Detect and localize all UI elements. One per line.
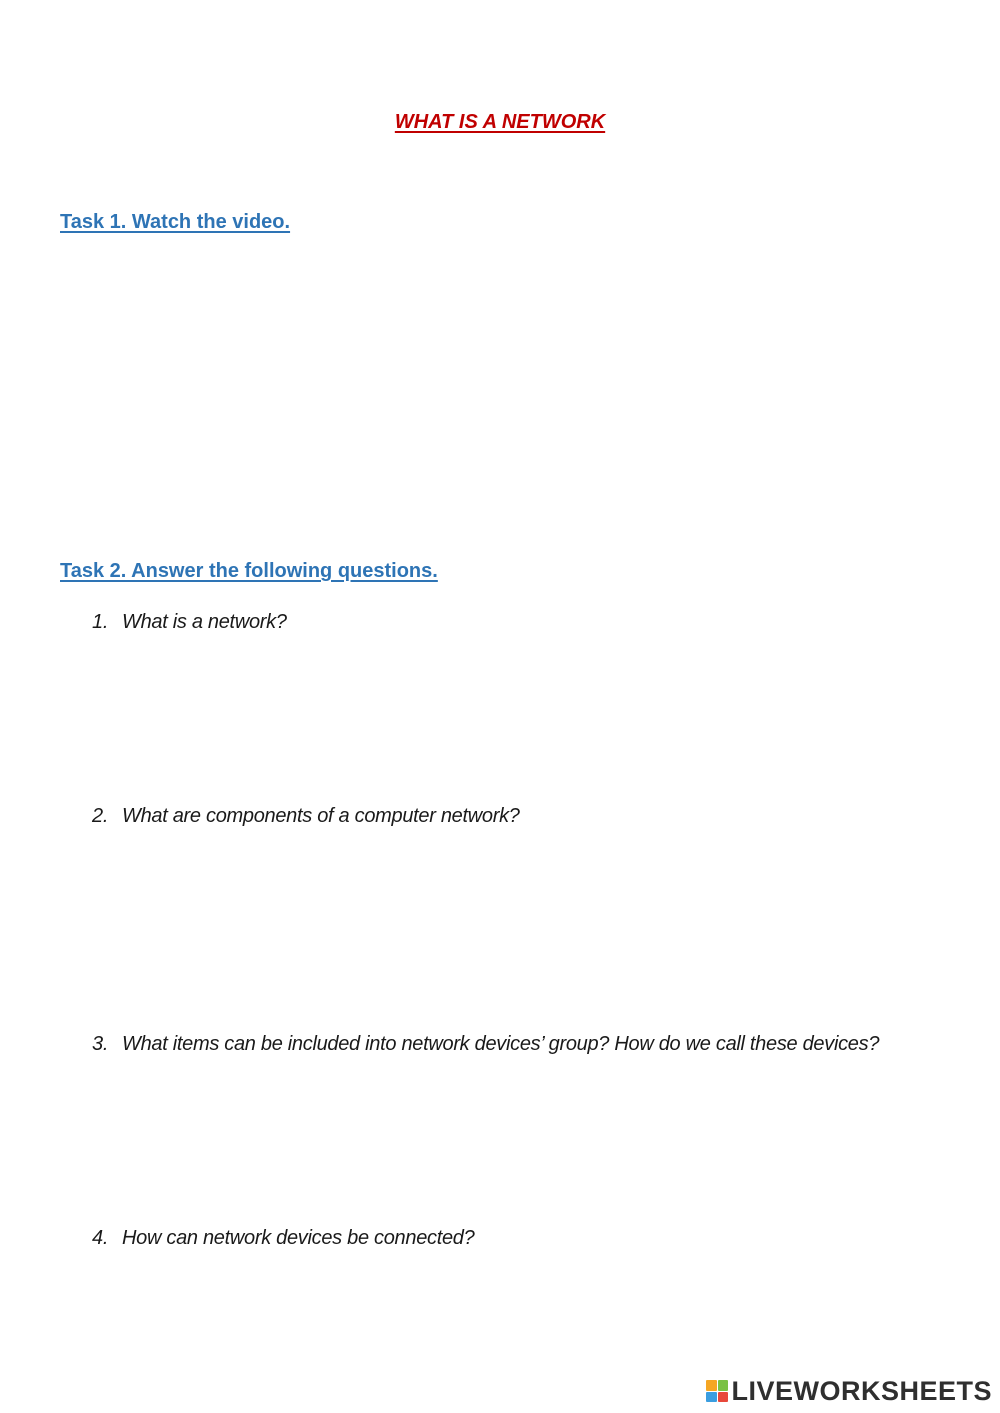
question-number: 2. [92,805,109,827]
question-number: 1. [92,611,109,633]
task2-heading: Task 2. Answer the following questions. [60,560,438,582]
question-text: How can network devices be connected? [122,1227,475,1249]
question-text: What is a network? [122,611,287,633]
question-2 [92,805,520,828]
question-1 [92,611,287,634]
page-title: WHAT IS A NETWORK [394,111,606,133]
question-text: What are components of a computer network? [122,805,520,827]
liveworksheets-logo [706,1377,992,1405]
logo-mark-square [706,1380,717,1391]
question-number: 4. [92,1227,109,1249]
logo-mark-square [706,1392,717,1403]
liveworksheets-wordmark: LIVEWORKSHEETS [731,1376,992,1406]
liveworksheets-mark-icon [706,1380,728,1402]
question-3 [92,1033,879,1056]
question-4 [92,1227,474,1250]
logo-mark-square [718,1380,729,1391]
logo-mark-square [718,1392,729,1403]
task1-heading: Task 1. Watch the video. [60,211,291,233]
question-text: What items can be included into network devices’ group? How do we call these devices? [122,1033,880,1055]
question-number: 3. [92,1033,109,1055]
